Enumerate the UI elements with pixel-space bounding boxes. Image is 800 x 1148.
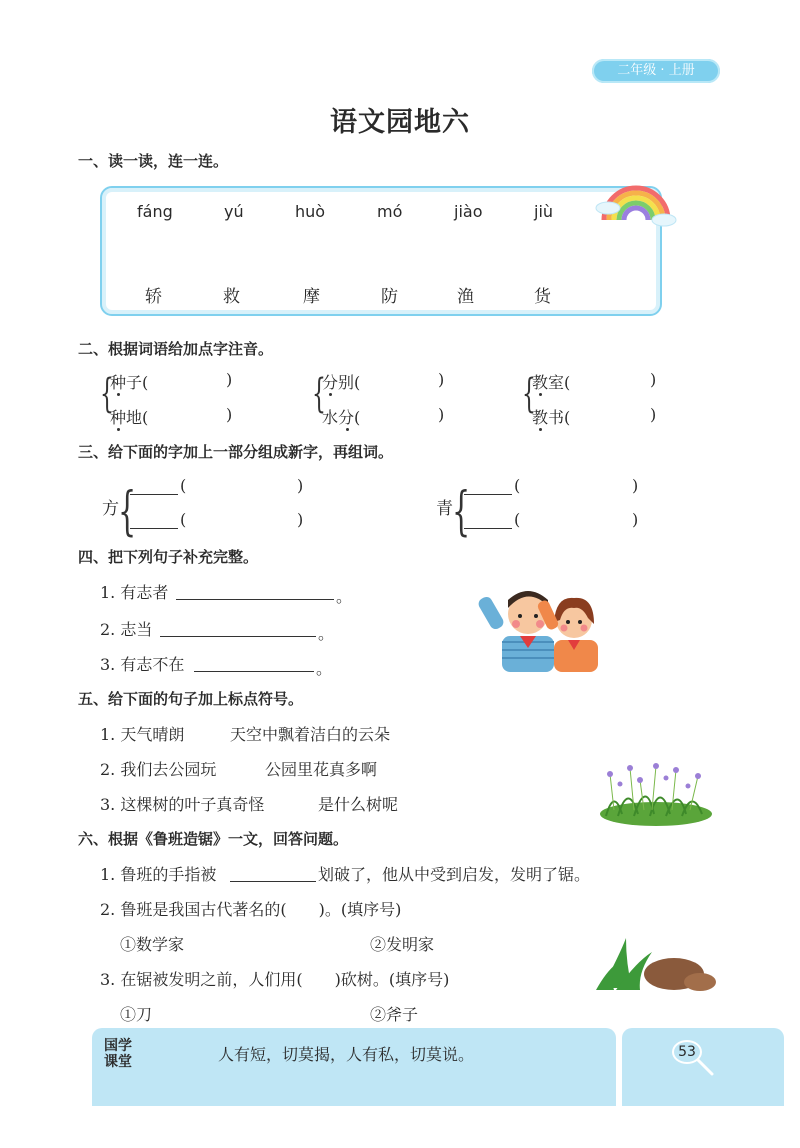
pinyin-5: jiào (454, 202, 483, 221)
guoxue-label-line1: 国学 (104, 1038, 132, 1054)
hanzi-1: 轿 (145, 287, 162, 307)
item-5-3a: 3. 这棵树的叶子真奇怪 (100, 795, 265, 814)
hanzi-2: 救 (223, 287, 240, 307)
hanzi-4: 防 (381, 287, 398, 307)
q6-3-option-1: ①刀 (120, 1005, 153, 1024)
item-4-2: 2. 志当 (100, 620, 153, 639)
word-jiaoshu: 教书( (532, 408, 571, 427)
guoxue-label (104, 1038, 132, 1070)
item-5-2a: 2. 我们去公园玩 (100, 760, 217, 779)
hanzi-6: 货 (534, 287, 551, 307)
brace: { (312, 371, 326, 417)
item-5-1b: 天空中飘着洁白的云朵 (230, 725, 391, 744)
paren-close: ) (297, 476, 304, 495)
word-fenbie: 分别( (322, 373, 361, 392)
section-2-heading: 二、根据词语给加点字注音。 (78, 340, 274, 358)
period: 。 (336, 587, 353, 606)
word-zhongzi: 种子( (110, 373, 149, 392)
period: 。 (318, 624, 335, 643)
rainbow-icon (594, 176, 678, 232)
brace: { (118, 482, 137, 542)
paren-close: ) (650, 370, 657, 389)
brace: { (452, 482, 471, 542)
section-3-heading: 三、给下面的字加上一部分组成新字，再组词。 (78, 443, 394, 461)
section-4-heading: 四、把下列句子补充完整。 (78, 548, 259, 566)
paren-close: ) (226, 370, 233, 389)
item-4-1: 1. 有志者 (100, 583, 169, 602)
period: 。 (316, 659, 333, 678)
page-number: 53 (672, 1040, 702, 1064)
paren-close: ) (297, 510, 304, 529)
magnifier-icon (696, 1058, 716, 1078)
q6-1-part-b: 划破了，他从中受到启发，发明了锯。 (318, 865, 591, 884)
item-5-2b: 公园里花真多啊 (265, 760, 378, 779)
item-4-3: 3. 有志不在 (100, 655, 185, 674)
brace: { (522, 371, 536, 417)
item-5-1a: 1. 天气晴朗 (100, 725, 185, 744)
paren-open: ( (514, 510, 521, 529)
guoxue-label-line2: 课堂 (104, 1054, 132, 1070)
section-6-heading: 六、根据《鲁班造锯》一文，回答问题。 (78, 830, 349, 848)
q6-1-part-a: 1. 鲁班的手指被 (100, 865, 217, 884)
grass-rocks-image (596, 934, 720, 994)
word-shuifen: 水分( (322, 408, 361, 427)
hanzi-3: 摩 (303, 287, 320, 307)
motto-text: 人有短，切莫揭，人有私，切莫说。 (218, 1045, 475, 1064)
item-5-3b: 是什么树呢 (318, 795, 399, 814)
paren-close: ) (438, 370, 445, 389)
q6-2-option-2: ②发明家 (370, 935, 435, 954)
footer-panel (92, 1028, 616, 1106)
q6-3: 3. 在锯被发明之前，人们用( )砍树。(填序号) (100, 970, 450, 989)
word-jiaoshi: 教室( (532, 373, 571, 392)
section-5-heading: 五、给下面的句子加上标点符号。 (78, 690, 304, 708)
q6-3-option-2: ②斧子 (370, 1005, 419, 1024)
kids-saluting-image (476, 578, 616, 672)
section-1-heading: 一、读一读，连一连。 (78, 152, 229, 170)
page-title: 语文园地六 (330, 107, 470, 138)
paren-open: ( (514, 476, 521, 495)
pinyin-2: yú (224, 202, 244, 221)
q6-2-option-1: ①数学家 (120, 935, 185, 954)
pinyin-3: huò (295, 202, 326, 221)
paren-open: ( (180, 476, 187, 495)
hanzi-5: 渔 (457, 287, 474, 307)
grade-badge: 二年级 · 上册 (592, 59, 720, 83)
pinyin-6: jiù (534, 202, 554, 221)
grass-flowers-image (594, 758, 718, 830)
pinyin-1: fáng (137, 202, 173, 221)
brace: { (100, 371, 114, 417)
paren-close: ) (632, 476, 639, 495)
pinyin-4: mó (377, 202, 403, 221)
paren-open: ( (180, 510, 187, 529)
char-qing: 青 (436, 499, 453, 519)
paren-close: ) (438, 405, 445, 424)
char-fang: 方 (102, 499, 119, 519)
paren-close: ) (650, 405, 657, 424)
paren-close: ) (632, 510, 639, 529)
paren-close: ) (226, 405, 233, 424)
word-zhongdi: 种地( (110, 408, 149, 427)
q6-2: 2. 鲁班是我国古代著名的( )。(填序号) (100, 900, 402, 919)
